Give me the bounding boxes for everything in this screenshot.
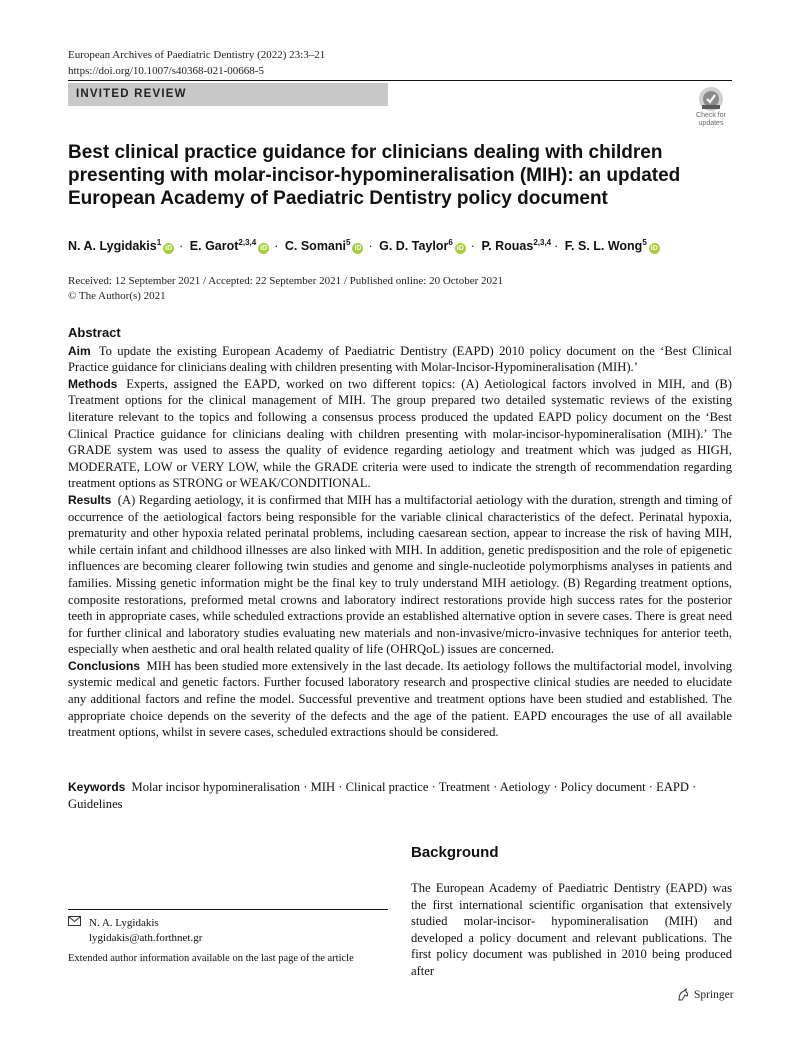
journal-citation [68,47,325,79]
results-text: (A) Regarding aetiology, it is confirmed that MIH has a multifactorial aetiology with the duration, strength and timing of occurrence of the aetiological factors being responsible for the variable clinical characteristics of the defect. Perinatal hypoxia, prematurity and other hypoxia related perinatal problems, including caesarean section, appear to increase the risk of having MIH, while certain infant and childhood illnesses are also linked with MIH. In addition, genetic predisposition and the role of epigenetic influences are becoming clearer following twin studies and genome and single-nucleotide polymorphisms analyses in patients and families. Missing genetic information might be the final key to truly understand MIH aetiology. (B) Regarding treatment options, composite restorations, preformed metal crowns and laboratory indirect restorations provide high success rates for the posterior teeth in appropriate cases, while scheduled extractions provide an established alternative option in severe cases. There is great need for further clinical and laboratory studies evaluating new materials and non-invasive/micro-invasive techniques for anterior teeth, especially when aesthetic and oral health related quality of life (OHRQoL) issues are concerned. [68,492,732,657]
orcid-icon[interactable]: iD [456,245,464,253]
author-affiliation: 5 [642,238,647,247]
header-rule [68,80,732,81]
author-affiliation: 2,3,4 [533,238,552,247]
dates-line: Received: 12 September 2021 / Accepted: 22 September 2021 / Published online: 20 October 2021 [68,275,504,287]
author-name[interactable]: G. D. Taylor [379,239,449,254]
author-affiliation: 5 [346,238,351,247]
author-name[interactable]: F. S. L. Wong [564,239,643,254]
author-separator: · [368,239,373,254]
keywords [68,779,732,812]
conclusions-text: MIH has been studied more extensively in the last decade. Its aetiology follows the multifactorial model, involving systemic medical and genetic factors. Further focused laboratory research and prospective clinical studies are needed to elucidate any additional factors and refine the model. Successful preventive and treatment options have been studied and established. The appropriate choice depends on the severity of the defects and the age of the patient. EAPD encourages the use of all available treatment options, whilst in severe cases, scheduled extractions should be considered. [68,658,732,740]
author-affiliation: 2,3,4 [238,238,257,247]
results-label: Results [68,492,112,507]
corresponding-author-email[interactable]: lygidakis@ath.forthnet.gr [89,932,203,944]
check-for-updates-badge[interactable] [690,86,732,130]
abstract-heading: Abstract [68,325,121,340]
publisher-logo [676,988,734,1002]
orcid-icon[interactable]: iD [354,245,362,253]
copyright-line: © The Author(s) 2021 [68,290,166,302]
orcid-icon[interactable]: iD [260,245,268,253]
aim-label: Aim [68,343,91,358]
author-name[interactable]: P. Rouas [481,239,534,254]
article-title: Best clinical practice guidance for clinicians dealing with children presenting with molar-incisor-hypomineralisation (MIH): an updated European Academy of Paediatric Dentistry policy document [68,142,681,209]
author-separator: · [274,239,279,254]
publication-dates [68,274,503,304]
abstract-methods [68,376,732,492]
author-separator: · [554,239,559,254]
footnote-note: Extended author information available on the last page of the article [68,953,354,964]
publisher-name: Springer [694,989,734,1001]
conclusions-label: Conclusions [68,658,141,673]
orcid-icon[interactable]: iD [650,245,658,253]
author-separator: · [470,239,475,254]
check-badge-line2: updates [698,120,724,127]
background-text: The European Academy of Paediatric Dentistry (EAPD) was the first international scientific organisation that extensively studied molar-incisor- hypomineralisation (MIH) and developed a policy document and relevant publications. The first policy document was published in 2010 being produced after [411,881,732,978]
author-name[interactable]: C. Somani [284,239,346,254]
doi-link[interactable]: https://doi.org/10.1007/s40368-021-00668-5 [68,65,264,77]
section-label: INVITED REVIEW [68,83,388,106]
abstract-aim [68,343,732,376]
author-list [68,235,732,254]
abstract-conclusions [68,658,732,741]
author-separator: · [179,239,184,254]
author-name[interactable]: N. A. Lygidakis [68,239,157,254]
aim-text: To update the existing European Academy of Paediatric Dentistry (EAPD) 2010 policy document on the ‘Best Clinical Practice guidance for clinicians dealing with children presenting with Molar-Incisor-Hypomineralisation (MIH).’ [68,343,732,375]
author-affiliation: 6 [448,238,453,247]
envelope-icon [68,916,81,929]
background-heading: Background [411,844,499,861]
corresponding-author-name: N. A. Lygidakis [89,917,159,929]
abstract [68,325,732,741]
springer-horse-icon [676,988,690,1002]
check-for-updates-icon [698,86,724,112]
author-name[interactable]: E. Garot [189,239,239,254]
footnote-rule [68,909,388,910]
check-badge-line1: Check for [696,112,726,119]
keywords-text: Molar incisor hypomineralisation · MIH · Clinical practice · Treatment · Aetiology · Policy document · EAPD · Guidelines [68,780,697,811]
keywords-label: Keywords [68,780,126,794]
author-affiliation: 1 [156,238,162,247]
orcid-icon[interactable]: iD [165,245,173,253]
methods-label: Methods [68,376,118,391]
methods-text: Experts, assigned the EAPD, worked on two different topics: (A) Aetiological factors involved in MIH, and (B) Treatment options for the clinical management of MIH. The group prepared two detailed systematic reviews of the existing literature relevant to the topics and following a consensus process produced the updated EAPD policy document on the ‘Best Clinical Practice guidance for clinicians dealing with children presenting with molar-incisor-hypomineralisation (MIH).’ The GRADE system was used to assess the quality of evidence regarding aetiology and treatment which was judged as HIGH, MODERATE, LOW or VERY LOW, while the GRADE criteria were used to indicate the strength of recommendation regarding treatment options as STRONG or WEAK/CONDITIONAL. [68,376,732,491]
journal-line: European Archives of Paediatric Dentistry (2022) 23:3–21 [68,49,326,61]
abstract-results [68,492,732,658]
